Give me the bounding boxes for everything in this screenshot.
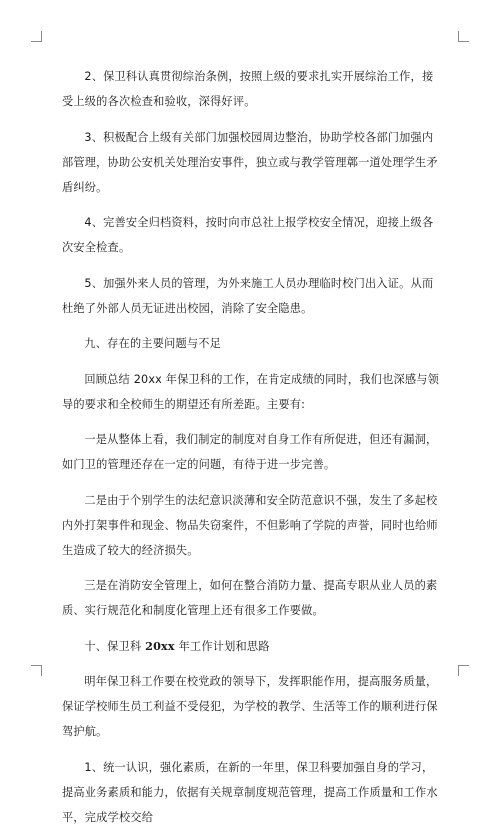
- heading-10-year: 20xx: [145, 638, 175, 653]
- paragraph-issue-1: 一是从整体上看，我们制定的制度对自身工作有所促进，但还有漏洞，如门卫的管理还存在一定的问题，有待于进一步完善。: [62, 433, 438, 471]
- paragraph-issue-3: 三是在消防安全管理上，如何在整合消防力量、提高专职从业人员的素质、实行规范化和制度化管理上还有很多工作要做。: [62, 579, 438, 617]
- paragraph-item-2: 2、保卫科认真贯彻综治条例，按照上级的要求扎实开展综治工作，接受上级的各次检查和验收，深得好评。: [62, 70, 434, 108]
- crop-mark-top-right: [458, 31, 469, 42]
- crop-mark-bottom-left: [31, 665, 42, 676]
- paragraph-item-4: 4、完善安全归档资料，按时向市总社上报学校安全情况，迎接上级各次安全检查。: [62, 216, 434, 254]
- paragraph-issue-2: 二是由于个别学生的法纪意识淡薄和安全防范意识不强，发生了多起校内外打架事件和现金、物品失窃案件，不但影响了学院的声誉，同时也给师生造成了较大的经济损失。: [62, 493, 438, 557]
- crop-mark-top-left: [31, 31, 42, 42]
- paragraph-item-3: 3、积极配合上级有关部门加强校园周边整治，协助学校各部门加强内部管理，协助公安机关处理治安事件，独立或与教学管理鄣一道处理学生矛盾纠纷。: [62, 130, 438, 194]
- crop-mark-bottom-right: [458, 665, 469, 676]
- paragraph-plan-1: 1、统一认识，强化素质，在新的一年里，保卫科要加强自身的学习，提高业务素质和能力，依据有关规章制度规范管理，提高工作质量和工作水平，完成学校交给: [62, 760, 438, 824]
- paragraph-plan-intro: 明年保卫科工作要在校党政的领导下，发挥职能作用，提高服务质量，保证学校师生员工利益不受侵犯，为学校的教学、生活等工作的顺利进行保驾护航。: [62, 675, 438, 738]
- paragraph-review: 回顾总结 20xx 年保卫科的工作，在肯定成绩的同时，我们也深感与领导的要求和全校师生的期望还有所差距。主要有:: [62, 372, 440, 411]
- section-heading-9: 九、存在的主要问题与不足: [84, 337, 222, 350]
- paragraph-item-5: 5、加强外来人员的管理，为外来施工人员办理临时校门出入证。从而杜绝了外部人员无证进出校园，消除了安全隐患。: [62, 276, 434, 315]
- section-heading-10: [62, 634, 440, 659]
- document-body: [62, 64, 440, 840]
- heading-10-suffix: 年工作计划和思路: [174, 639, 270, 653]
- heading-10-prefix: 十、保卫科: [84, 639, 146, 653]
